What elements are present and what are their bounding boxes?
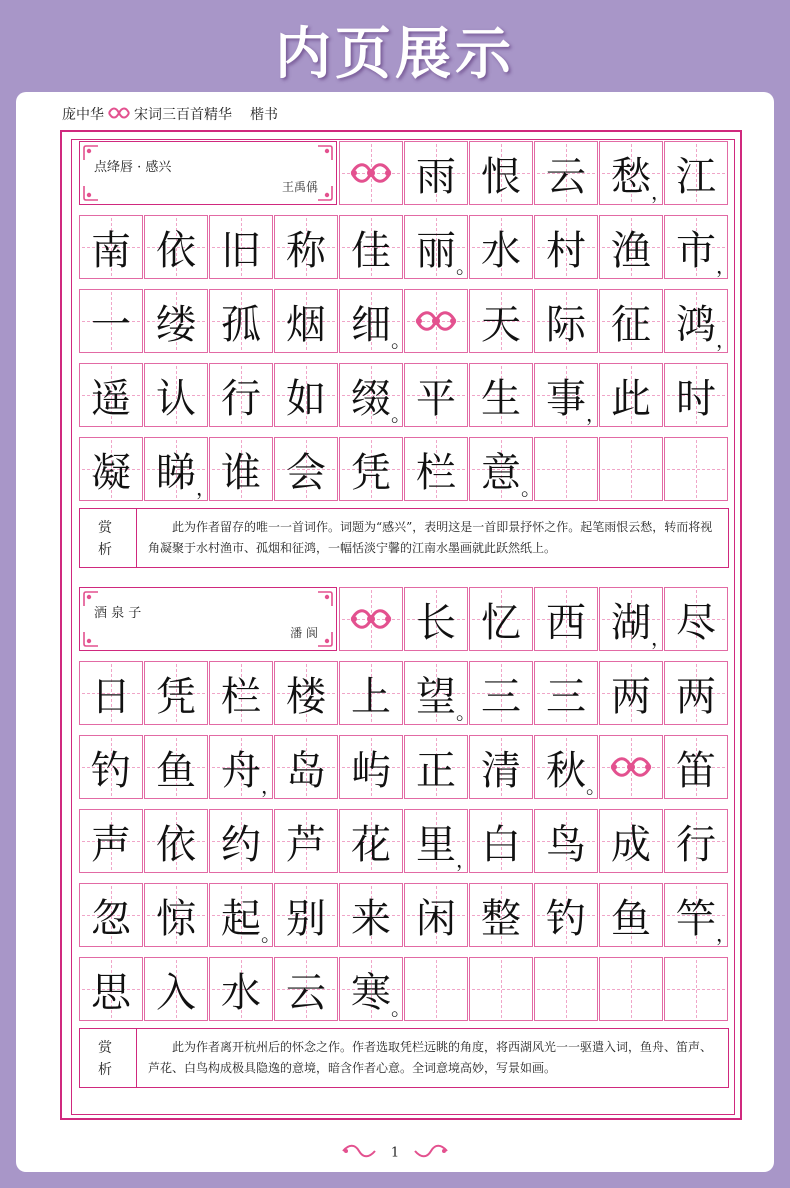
- punctuation-mark: 。: [521, 476, 541, 500]
- character-cell: [534, 809, 598, 873]
- character-cell: [469, 809, 533, 873]
- character: 闲: [416, 895, 456, 942]
- character: 佳: [351, 227, 391, 274]
- scroll-ornament-icon: [108, 107, 130, 123]
- character-cell: [274, 661, 338, 725]
- punctuation-mark: ，: [651, 180, 671, 204]
- character: 事: [546, 375, 586, 422]
- character: 三: [481, 673, 521, 720]
- character: 缕: [156, 301, 196, 348]
- punctuation-mark: 。: [586, 774, 606, 798]
- character-cell: [404, 363, 468, 427]
- poem-title-box: [79, 141, 337, 205]
- character: 舟: [221, 747, 261, 794]
- character-cell: [404, 587, 468, 651]
- character: 愁: [611, 153, 651, 200]
- character-cell: [664, 735, 728, 799]
- character: 三: [546, 673, 586, 720]
- character-cell: [469, 289, 533, 353]
- character-cell: [534, 437, 598, 501]
- character: 忽: [91, 895, 131, 942]
- character-cell: [79, 883, 143, 947]
- character-cell: [469, 587, 533, 651]
- character-cell: [664, 289, 736, 353]
- commentary-text: 此为作者离开杭州后的怀念之作。作者选取凭栏远眺的角度，将西湖风光一一驱遣入词，鱼舟、笛声、芦花、白鸟构成极具隐逸的意境，暗含作者心意。全词意境高妙，写景如画。: [148, 1040, 713, 1075]
- character: 云: [546, 153, 586, 200]
- commentary-label-char: 赏: [98, 1040, 112, 1056]
- poem-title: 点绛唇 · 感兴: [94, 160, 172, 175]
- character-cell: [274, 809, 338, 873]
- character: 鸟: [546, 821, 586, 868]
- character: 惊: [156, 895, 196, 942]
- commentary-label-char: 析: [98, 1062, 112, 1078]
- corner-ornament-icon: [316, 630, 334, 648]
- character-cell: [274, 437, 338, 501]
- character-cell: [339, 363, 411, 427]
- punctuation-mark: ，: [651, 626, 671, 650]
- character: 鱼: [611, 895, 651, 942]
- character: 两: [676, 673, 716, 720]
- character-cell: [469, 735, 533, 799]
- header-book: 宋词三百首精华: [134, 107, 232, 123]
- corner-ornament-icon: [316, 144, 334, 162]
- punctuation-mark: 。: [391, 402, 411, 426]
- character-cell: [469, 215, 533, 279]
- character: 渔: [611, 227, 651, 274]
- character-cell: [534, 587, 598, 651]
- character-cell: [599, 141, 671, 205]
- character: 水: [481, 227, 521, 274]
- character-cell: [664, 883, 736, 947]
- character: 云: [286, 969, 326, 1016]
- character-cell: [534, 289, 598, 353]
- character: 忆: [481, 599, 521, 646]
- character: 称: [286, 227, 326, 274]
- character: 行: [221, 375, 261, 422]
- character: 两: [611, 673, 651, 720]
- character-cell: [404, 957, 468, 1021]
- character: 寒: [351, 969, 391, 1016]
- character-cell: [79, 735, 143, 799]
- banner-title: 内页展示: [275, 22, 515, 87]
- character: 细: [351, 301, 391, 348]
- character: 整: [481, 895, 521, 942]
- character-cell: [664, 215, 736, 279]
- character-cell: [534, 957, 598, 1021]
- character: 生: [481, 375, 521, 422]
- character: 依: [156, 227, 196, 274]
- character: 楼: [286, 673, 326, 720]
- character: 白: [481, 821, 521, 868]
- character-cell: [79, 661, 143, 725]
- character-cell: [274, 289, 338, 353]
- character-cell: [404, 141, 468, 205]
- ornament-cell: [339, 141, 403, 205]
- poem-author: 潘 阆: [290, 626, 318, 640]
- character-cell: [599, 883, 663, 947]
- page-footer: [16, 1144, 774, 1162]
- character: 岛: [286, 747, 326, 794]
- character: 声: [91, 821, 131, 868]
- header-script: 楷书: [250, 107, 278, 123]
- character-cell: [339, 883, 403, 947]
- character-cell: [534, 735, 606, 799]
- punctuation-mark: ，: [716, 922, 736, 946]
- character-cell: [469, 883, 533, 947]
- character-cell: [144, 661, 208, 725]
- corner-ornament-icon: [82, 590, 100, 608]
- character: 行: [676, 821, 716, 868]
- poem-title-box: [79, 587, 337, 651]
- character-cell: [664, 957, 728, 1021]
- character-cell: [144, 289, 208, 353]
- character-cell: [209, 215, 273, 279]
- character-cell: [664, 809, 728, 873]
- character: 来: [351, 895, 391, 942]
- character: 此: [611, 375, 651, 422]
- poem-title: 酒 泉 子: [94, 606, 142, 621]
- character: 平: [416, 375, 456, 422]
- punctuation-mark: ，: [456, 848, 476, 872]
- character-cell: [534, 215, 598, 279]
- character-cell: [274, 363, 338, 427]
- character-cell: [274, 957, 338, 1021]
- character-cell: [79, 363, 143, 427]
- character: 望: [416, 673, 456, 720]
- character: 旧: [221, 227, 261, 274]
- scroll-ornament-icon: [340, 142, 402, 204]
- character-cell: [404, 883, 468, 947]
- ornament-cell: [339, 587, 403, 651]
- character: 鱼: [156, 747, 196, 794]
- character-cell: [599, 661, 663, 725]
- character: 思: [91, 969, 131, 1016]
- character-cell: [469, 141, 533, 205]
- character-cell: [664, 363, 728, 427]
- character-cell: [404, 661, 476, 725]
- character: 依: [156, 821, 196, 868]
- corner-ornament-icon: [82, 184, 100, 202]
- character: 缀: [351, 375, 391, 422]
- character: 意: [481, 449, 521, 496]
- character-cell: [599, 363, 663, 427]
- corner-ornament-icon: [316, 590, 334, 608]
- character: 会: [286, 449, 326, 496]
- character-cell: [144, 363, 208, 427]
- character-cell: [144, 735, 208, 799]
- character: 天: [481, 301, 521, 348]
- character: 睇: [156, 449, 196, 496]
- character: 里: [416, 821, 456, 868]
- character-cell: [404, 437, 468, 501]
- character-cell: [144, 215, 208, 279]
- commentary-box: [79, 508, 729, 568]
- commentary-label: [80, 1029, 137, 1087]
- character-cell: [664, 437, 728, 501]
- character: 钓: [546, 895, 586, 942]
- character: 孤: [221, 301, 261, 348]
- character: 钓: [91, 747, 131, 794]
- character: 南: [91, 227, 131, 274]
- character: 如: [286, 375, 326, 422]
- character: 栏: [416, 449, 456, 496]
- punctuation-mark: ，: [261, 774, 281, 798]
- character: 凝: [91, 449, 131, 496]
- character-cell: [404, 735, 468, 799]
- footer-ornament-icon: [341, 1144, 377, 1162]
- character: 凭: [351, 449, 391, 496]
- character-cell: [599, 587, 671, 651]
- character-cell: [209, 661, 273, 725]
- character: 时: [676, 375, 716, 422]
- character-cell: [534, 363, 606, 427]
- character: 认: [156, 375, 196, 422]
- punctuation-mark: ，: [716, 328, 736, 352]
- punctuation-mark: 。: [391, 328, 411, 352]
- punctuation-mark: 。: [456, 700, 476, 724]
- character-cell: [534, 661, 598, 725]
- footer-ornament-icon: [413, 1144, 449, 1162]
- punctuation-mark: 。: [261, 922, 281, 946]
- commentary-label: [80, 509, 137, 567]
- character: 烟: [286, 301, 326, 348]
- character: 水: [221, 969, 261, 1016]
- character: 市: [676, 227, 716, 274]
- character-cell: [469, 437, 541, 501]
- character: 凭: [156, 673, 196, 720]
- ornament-cell: [599, 735, 663, 799]
- character: 长: [416, 599, 456, 646]
- character-cell: [144, 809, 208, 873]
- book-page: [16, 92, 774, 1172]
- punctuation-mark: 。: [456, 254, 476, 278]
- character: 约: [221, 821, 261, 868]
- character-cell: [599, 809, 663, 873]
- page-header: [62, 104, 278, 124]
- punctuation-mark: ，: [716, 254, 736, 278]
- character-cell: [339, 215, 403, 279]
- character-cell: [339, 809, 403, 873]
- scroll-ornament-icon: [340, 588, 402, 650]
- character-cell: [79, 437, 143, 501]
- character-cell: [144, 957, 208, 1021]
- character-cell: [274, 735, 338, 799]
- punctuation-mark: ，: [196, 476, 216, 500]
- character: 西: [546, 599, 586, 646]
- character-cell: [339, 661, 403, 725]
- header-author: 庞中华: [62, 107, 104, 123]
- character-cell: [209, 735, 281, 799]
- scroll-ornament-icon: [405, 290, 467, 352]
- character: 正: [416, 747, 456, 794]
- commentary-label-char: 析: [98, 542, 112, 558]
- character-cell: [79, 289, 143, 353]
- character-cell: [209, 957, 273, 1021]
- character: 竿: [676, 895, 716, 942]
- character-cell: [534, 883, 598, 947]
- character: 湖: [611, 599, 651, 646]
- character-cell: [79, 957, 143, 1021]
- character: 花: [351, 821, 391, 868]
- character-cell: [404, 215, 476, 279]
- character-cell: [339, 957, 411, 1021]
- character-cell: [664, 587, 728, 651]
- character-cell: [404, 809, 476, 873]
- character-cell: [599, 289, 663, 353]
- character: 成: [611, 821, 651, 868]
- character-cell: [664, 661, 728, 725]
- character-cell: [469, 363, 533, 427]
- character: 雨: [416, 153, 456, 200]
- character: 谁: [221, 449, 261, 496]
- character: 芦: [286, 821, 326, 868]
- character-cell: [534, 141, 598, 205]
- character-cell: [144, 437, 216, 501]
- character: 起: [221, 895, 261, 942]
- character-cell: [79, 809, 143, 873]
- commentary-box: [79, 1028, 729, 1088]
- corner-ornament-icon: [316, 184, 334, 202]
- character: 笛: [676, 747, 716, 794]
- character: 秋: [546, 747, 586, 794]
- punctuation-mark: ，: [586, 402, 606, 426]
- corner-ornament-icon: [82, 630, 100, 648]
- character: 鸿: [676, 301, 716, 348]
- character: 村: [546, 227, 586, 274]
- character: 一: [91, 301, 131, 348]
- character-cell: [469, 957, 533, 1021]
- character: 日: [91, 673, 131, 720]
- character-cell: [209, 437, 273, 501]
- character: 屿: [351, 747, 391, 794]
- character-cell: [209, 809, 273, 873]
- commentary-label-char: 赏: [98, 520, 112, 536]
- character: 江: [676, 153, 716, 200]
- character: 上: [351, 673, 391, 720]
- character: 栏: [221, 673, 261, 720]
- character: 恨: [481, 153, 521, 200]
- character-cell: [209, 289, 273, 353]
- character-cell: [209, 363, 273, 427]
- character-cell: [79, 215, 143, 279]
- character-cell: [339, 735, 403, 799]
- poem-author: 王禹偁: [281, 180, 318, 194]
- character-cell: [599, 215, 663, 279]
- character-cell: [339, 289, 411, 353]
- scroll-ornament-icon: [600, 736, 662, 798]
- character-cell: [599, 957, 663, 1021]
- punctuation-mark: 。: [391, 996, 411, 1020]
- page-number: 1: [390, 1145, 400, 1161]
- character: 清: [481, 747, 521, 794]
- character-cell: [339, 437, 403, 501]
- character-cell: [274, 883, 338, 947]
- corner-ornament-icon: [82, 144, 100, 162]
- character: 入: [156, 969, 196, 1016]
- character-cell: [144, 883, 208, 947]
- banner: [0, 0, 790, 92]
- commentary-text: 此为作者留存的唯一一首词作。词题为“感兴”，表明这是一首即景抒怀之作。起笔雨恨云愁，转而将视角凝聚于水村渔市、孤烟和征鸿，一幅恬淡宁馨的江南水墨画就此跃然纸上。: [148, 520, 713, 555]
- character-cell: [274, 215, 338, 279]
- character: 丽: [416, 227, 456, 274]
- character: 征: [611, 301, 651, 348]
- character-cell: [469, 661, 533, 725]
- character-cell: [664, 141, 728, 205]
- ornament-cell: [404, 289, 468, 353]
- character: 尽: [676, 599, 716, 646]
- character-cell: [209, 883, 281, 947]
- character: 别: [286, 895, 326, 942]
- character-cell: [599, 437, 663, 501]
- character: 际: [546, 301, 586, 348]
- character: 遥: [91, 375, 131, 422]
